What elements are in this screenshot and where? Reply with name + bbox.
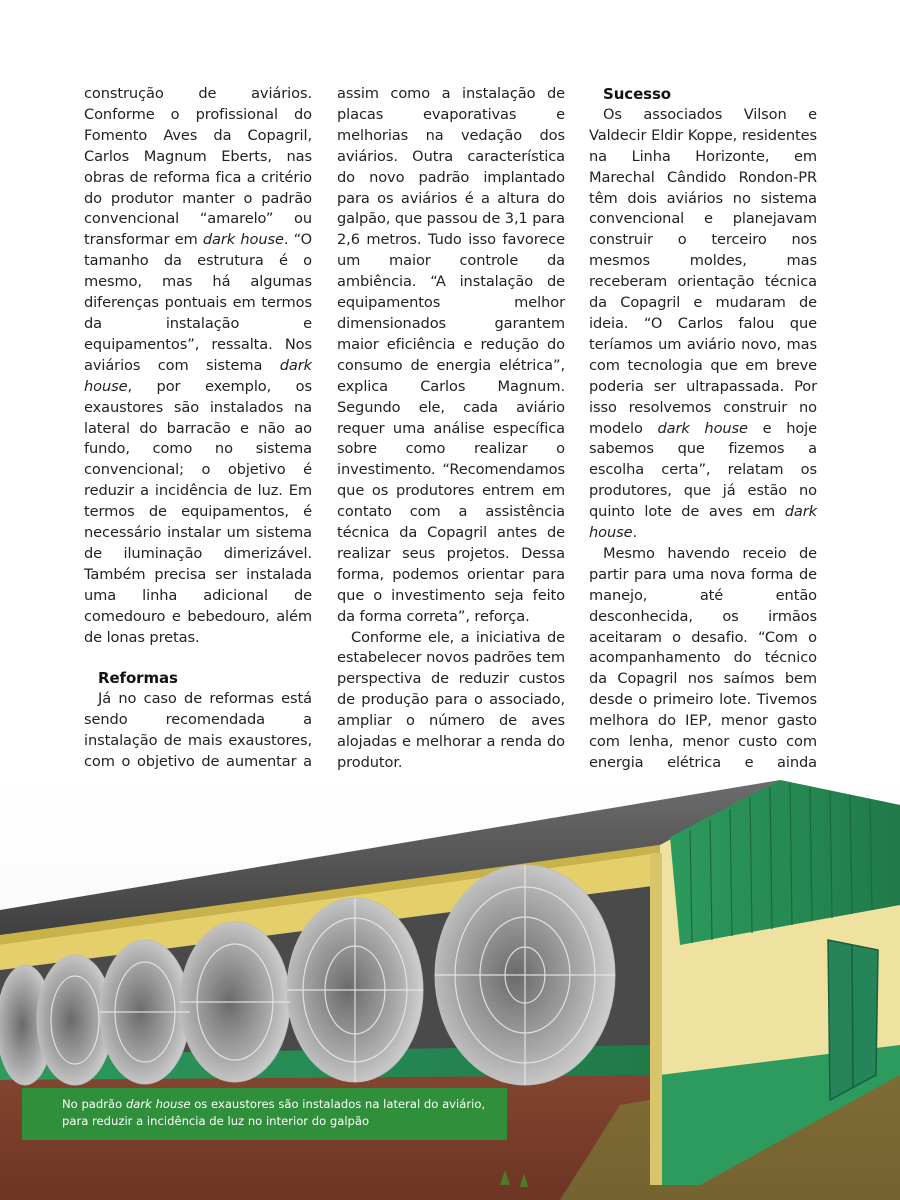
article-column-3 [589, 84, 817, 878]
text-run: e hoje sabemos que fizemos a escolha certa”, relatam os produtores, que já estão no quinto lote de aves em [589, 419, 818, 521]
caption-text: No padrão [62, 1097, 126, 1111]
section-heading-sucesso: Sucesso [603, 85, 672, 103]
italic-term: dark house [657, 419, 748, 437]
article-column-1 [84, 84, 312, 815]
col3-paragraph-1 [589, 105, 817, 544]
col1-paragraph-1 [84, 84, 312, 648]
text-run: . [632, 524, 638, 542]
italic-term: dark house [589, 503, 817, 542]
caption-text: os exaustores são instalados na lateral do aviário, para reduzir a incidência de luz no interior do galpão [62, 1097, 486, 1128]
col2-paragraph-2: Conforme ele, a iniciativa de estabelecer novos padrões tem perspectiva de reduzir custos de produção para o associado, ampliar o número de aves alojadas e melhorar a renda do produtor. [337, 628, 565, 771]
italic-term: dark house [84, 356, 312, 395]
italic-term: dark house [202, 231, 284, 249]
photo-caption [22, 1088, 507, 1140]
text-run: Os associados Vilson e Valdecir Eldir Koppe, residentes na Linha Horizonte, em Marechal Cândido Rondon-PR têm dois aviários no sistema convencional e planejavam construir o terceiro nos mesmos moldes, mas receberam orientação técnica da Copagril e mudaram de ideia. “O Carlos falou que teríamos um aviário novo, mas com tecnologia que em breve poderia ser ultrapassada. Por isso resolvemos construir no modelo [589, 105, 817, 437]
text-run: , por exemplo, os exaustores são instalados na lateral do barracão e não ao fundo, como no sistema convencional; o objetivo é reduzir a incidência de luz. Em termos de equipamentos, é necessário instalar um sistema de iluminação dimerizável. Também precisa ser instalada uma linha adicional de comedouro e bebedouro, além de lonas pretas. [84, 377, 312, 646]
caption-italic-term: dark house [125, 1097, 191, 1111]
col1-paragraph-2: Já no caso de reformas está sendo recomendada a instalação de mais exaustores, com o objetivo de aumentar a [84, 690, 312, 771]
text-run: construção de aviários. Conforme o profissional do Fomento Aves da Copagril, Carlos Magnum Eberts, nas obras de reforma fica a critério do produtor manter o padrão convencional “amarelo” ou transformar em [84, 85, 312, 249]
text-run: . “O tamanho da estrutura é o mesmo, mas há algumas diferenças pontuais em termos da instalação e equipamentos”, ressalta. Nos aviários com sistema [84, 231, 312, 374]
text-run: Mesmo havendo receio de partir para uma nova forma de manejo, até então desconhecida, os irmãos aceitaram o desafio. “Com o acompanhamento do técnico da Copagril nos saímos bem desde o primeiro lote. Tivemos melhora do IEP, menor gasto com lenha, menor custo com energia elétrica e ainda [589, 544, 817, 771]
article-column-2 [337, 84, 565, 774]
col2-paragraph-1: assim como a instalação de placas evaporativas e melhorias na vedação dos aviários. Outra característica do novo padrão implantado para os aviários é a altura do galpão, que passou de 3,1 para 2,6 metros. Tudo isso favorece um maior controle da ambiência. “A instalação de equipamentos melhor dimensionados garantem maior eficiência e redução do consumo de energia elétrica”, explica Carlos Magnum. Segundo ele, cada aviário requer uma análise específica sobre como realizar o investimento. “Recomendamos que os produtores entrem em contato com a assistência técnica da Copagril antes de realizar seus projetos. Dessa forma, podemos orientar para que o investimento seja feito da forma correta”, reforça. [337, 85, 565, 625]
section-heading-reformas: Reformas [98, 669, 178, 688]
